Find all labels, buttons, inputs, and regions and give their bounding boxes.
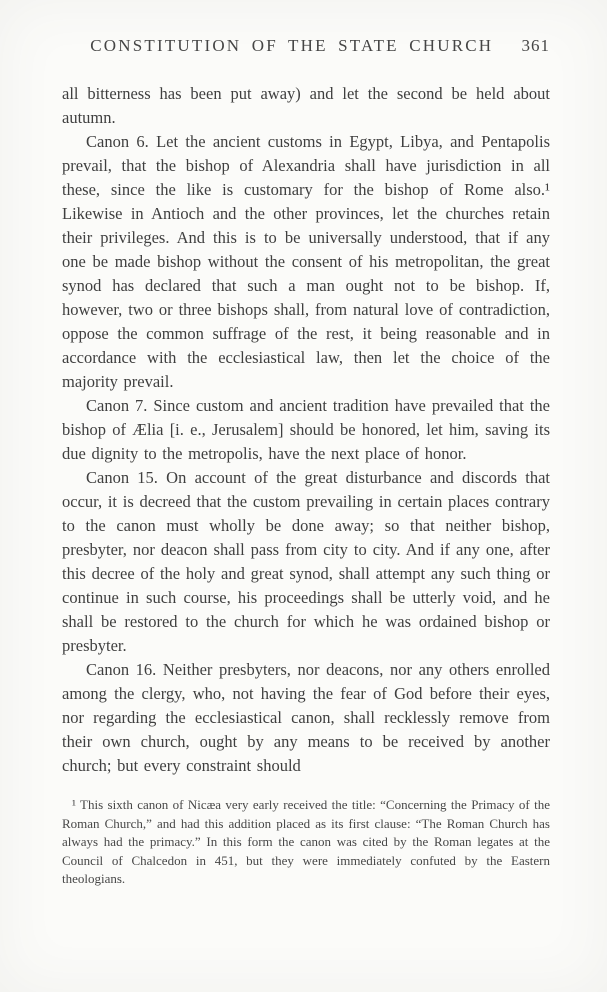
paragraph-canon-15: Canon 15. On account of the great disturbance and discords that occur, it is decreed that the custom prevailing in certain places contrary to the canon must wholly be done away; so that neither bishop, presbyter, nor deacon shall pass from city to city. And if any one, after this decree of the holy and great synod, shall attempt any such thing or continue in such course, his proceedings shall be utterly void, and he shall be restored to the church for which he was ordained bishop or presbyter. [62, 468, 550, 655]
page-number: 361 [521, 36, 550, 55]
body-text [62, 82, 550, 778]
paragraph-canon-6: Canon 6. Let the ancient customs in Egypt, Libya, and Pentapolis prevail, that the bishop of Alexandria shall have jurisdiction in all these, since the like is customary for the bishop of Rome also.¹ Likewise in Antioch and the other provinces, let the churches retain their privileges. And this is to be universally understood, that if any one be made bishop without the consent of his metropolitan, the great synod has declared that such a man ought not to be bishop. If, however, two or three bishops shall, from natural love of contradiction, oppose the common suffrage of the rest, it being reasonable and in accordance with the ecclesiastical law, then let the choice of the majority prevail. [62, 132, 550, 391]
paragraph-canon-7: Canon 7. Since custom and ancient tradition have prevailed that the bishop of Ælia [i. e., Jerusalem] should be honored, let him, saving its due dignity to the metropolis, have the next place of honor. [62, 396, 550, 463]
footnote [62, 796, 550, 889]
paragraph-canon-16: Canon 16. Neither presbyters, nor deacons, nor any others enrolled among the clergy, who, not having the fear of God before their eyes, nor regarding the ecclesiastical canon, shall recklessly remove from their own church, ought by any means to be received by another church; but every constraint should [62, 660, 550, 775]
header-title: CONSTITUTION OF THE STATE CHURCH [90, 36, 494, 55]
footnote-text: ¹ This sixth canon of Nicæa very early received the title: “Concerning the Primacy of the Roman Church,” and had this addition placed as its first clause: “The Roman Church has always had the primacy.” In this form the canon was cited by the Roman legates at the Council of Chalcedon in 451, but they were immediately confuted by the Eastern theologians. [62, 797, 550, 886]
running-header [62, 36, 550, 56]
paragraph-continuation: all bitterness has been put away) and let the second be held about autumn. [62, 84, 550, 127]
